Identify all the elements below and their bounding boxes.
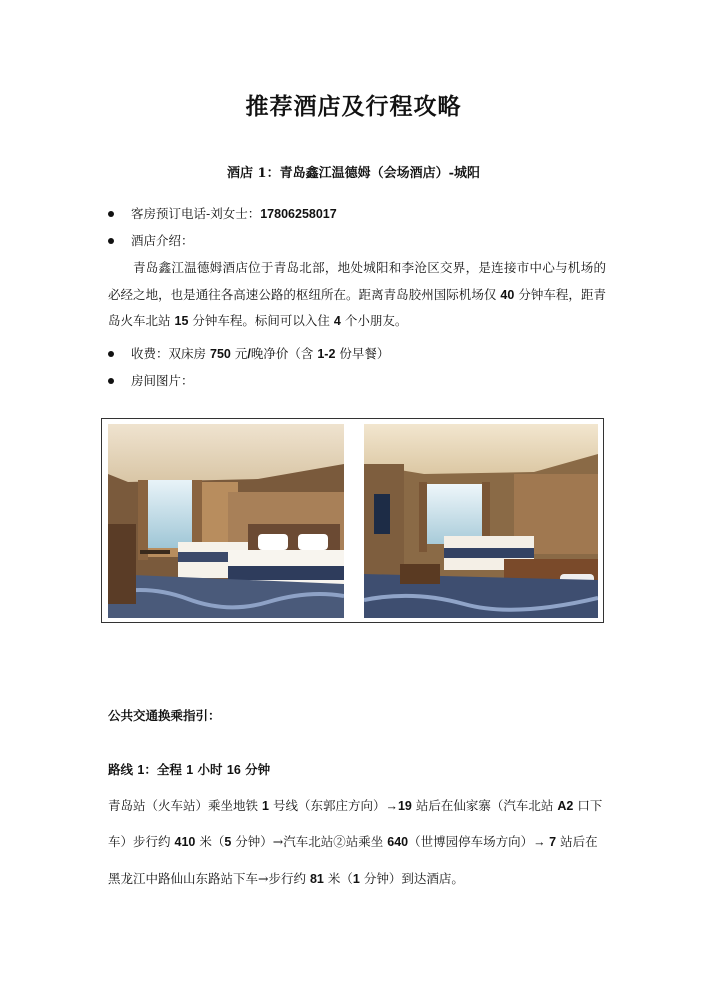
route1-line-3: 黑龙江中路仙山东路站下车→步行约 81 米（1 分钟）到达酒店。	[108, 871, 464, 886]
price-item: 收费：双床房 750 元/晚净价（含 1-2 份早餐）	[108, 344, 389, 362]
route1-heading: 路线 1：全程 1 小时 16 分钟	[108, 762, 271, 777]
page-title: 推荐酒店及行程攻略	[245, 93, 462, 120]
phone-label: 客房预订电话-刘女士：	[131, 206, 261, 221]
hotel-name-heading: 酒店 1：青岛鑫江温德姆（会场酒店）-城阳	[227, 166, 480, 181]
transport-heading: 公共交通换乘指引：	[108, 708, 221, 723]
phone-number: 17806258017	[260, 207, 337, 221]
bullet-dot-icon	[108, 378, 114, 384]
bullet-dot-icon	[108, 238, 114, 244]
price-value: 750	[210, 347, 231, 361]
route1-line-1: 青岛站（火车站）乘坐地铁 1 号线（东郭庄方向）→19 站后在仙家寨（汽车北站 A2 口下	[108, 798, 603, 813]
room-photo-desk-view	[364, 424, 598, 618]
phone-item	[108, 204, 337, 222]
room-photos-frame	[101, 418, 604, 623]
bullet-dot-icon	[108, 351, 114, 357]
photos-item	[108, 371, 194, 389]
photos-label: 房间图片：	[131, 373, 194, 388]
intro-label: 酒店介绍：	[131, 233, 194, 248]
room-photo-twin-bed	[108, 424, 344, 618]
bullet-dot-icon	[108, 211, 114, 217]
hotel-intro-paragraph: 青岛鑫江温德姆酒店位于青岛北部，地处城阳和李沧区交界，是连接市中心与机场的必经之地，也是通往各高速公路的枢纽所在。距离青岛胶州国际机场仅 40 分钟车程，距青岛火车北站 15 分钟车程。标间可以入住 4 个小朋友。	[108, 260, 606, 328]
intro-item	[108, 231, 194, 249]
route1-line-2: 车）步行约 410 米（5 分钟）→汽车北站②站乘坐 640（世博园停车场方向）→ 7 站后在	[108, 834, 598, 849]
